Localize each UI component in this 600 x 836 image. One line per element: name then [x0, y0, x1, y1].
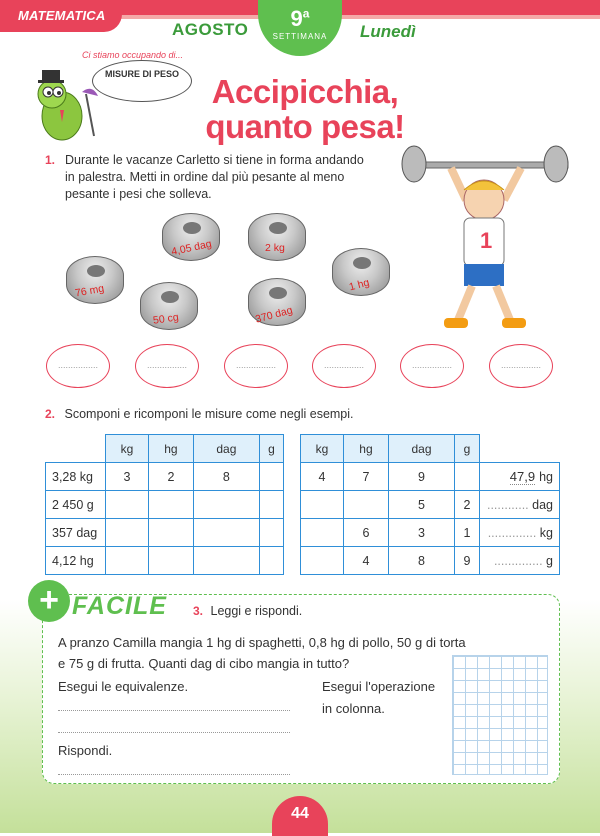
table-row	[301, 519, 560, 547]
result-cell[interactable]	[480, 463, 560, 491]
result-answer: 47,9	[509, 469, 536, 484]
month-label: AGOSTO	[172, 20, 249, 39]
weight-1-hg: 1 hg	[332, 248, 390, 296]
mascot-caption: Ci stiamo occupando di...	[82, 50, 184, 60]
cell[interactable]: 4	[343, 547, 388, 575]
table-row	[301, 547, 560, 575]
cell[interactable]	[148, 547, 193, 575]
result-cell[interactable]: .............. g	[480, 547, 560, 575]
week-badge	[258, 0, 342, 56]
page-title	[205, 74, 405, 144]
row-label: 4,12 hg	[46, 547, 106, 575]
answer-oval-5[interactable]: ................	[400, 344, 464, 388]
result-cell[interactable]: .............. kg	[480, 519, 560, 547]
cell[interactable]: 9	[455, 547, 480, 575]
subject-tab: MATEMATICA	[0, 0, 122, 32]
col-hg: hg	[343, 435, 388, 463]
cell[interactable]	[193, 519, 259, 547]
cell[interactable]	[455, 463, 480, 491]
cell[interactable]	[106, 547, 149, 575]
problem-line-2: e 75 g di frutta. Quanti dag di cibo mangia in tutto?	[58, 656, 350, 671]
header-stripe	[120, 15, 600, 19]
result-cell[interactable]: ............ dag	[480, 491, 560, 519]
cell[interactable]	[259, 519, 283, 547]
cell[interactable]	[259, 491, 283, 519]
operation-label-1: Esegui l'operazione	[322, 679, 436, 694]
cell[interactable]	[148, 519, 193, 547]
week-label: SETTIMANA	[272, 32, 328, 41]
cell[interactable]	[301, 491, 344, 519]
exercise-1	[45, 152, 375, 203]
cell[interactable]: 4	[301, 463, 344, 491]
cell[interactable]	[106, 491, 149, 519]
answer-line[interactable]	[58, 774, 290, 775]
row-label: 357 dag	[46, 519, 106, 547]
exercise-3-number: 3.	[193, 604, 204, 618]
exercise-3-header	[193, 604, 302, 618]
day-label: Lunedì	[360, 22, 416, 41]
cell[interactable]: 9	[389, 463, 455, 491]
decompose-table	[45, 434, 284, 575]
row-label: 2 450 g	[46, 491, 106, 519]
table-row	[301, 491, 560, 519]
answer-oval-2[interactable]: ................	[135, 344, 199, 388]
answer-oval-4[interactable]: ................	[312, 344, 376, 388]
result-unit: hg	[539, 470, 553, 484]
result-unit: g	[546, 553, 553, 568]
answer-label: Rispondi.	[58, 743, 113, 758]
answer-line[interactable]	[58, 732, 290, 733]
mascot-speech-bubble: MISURE DI PESO	[92, 60, 192, 102]
col-kg: kg	[106, 435, 149, 463]
weight-4-05-dag: 4,05 dag	[162, 213, 220, 261]
exercise-1-text: Durante le vacanze Carletto si tiene in forma andando in palestra. Metti in ordine dal più pesante al meno pesante i pesi che solleva.	[65, 153, 364, 201]
exercise-1-number: 1.	[45, 153, 56, 167]
exercise-2-number: 2.	[45, 407, 56, 421]
table-row	[46, 463, 284, 491]
weight-76-mg: 76 mg	[66, 256, 124, 304]
week-number: 9	[290, 6, 303, 31]
plus-icon: +	[28, 580, 70, 622]
page-number: 44	[272, 796, 328, 836]
title-line-1: Accipicchia,	[211, 73, 399, 110]
weight-50-cg: 50 cg	[140, 282, 198, 330]
answer-oval-3[interactable]: ................	[224, 344, 288, 388]
problem-line-1: A pranzo Camilla mangia 1 hg di spaghetti, 0,8 hg di pollo, 50 g di torta	[58, 635, 466, 650]
cell[interactable]	[301, 547, 344, 575]
cell[interactable]	[106, 519, 149, 547]
row-label: 3,28 kg	[46, 463, 106, 491]
col-hg: hg	[148, 435, 193, 463]
shirt-number: 1	[480, 228, 493, 253]
table-row	[301, 463, 560, 491]
col-dag: dag	[389, 435, 455, 463]
col-g: g	[455, 435, 480, 463]
exercise-3-instruction: Leggi e rispondi.	[210, 604, 303, 618]
col-g: g	[259, 435, 283, 463]
col-dag: dag	[193, 435, 259, 463]
cell[interactable]	[301, 519, 344, 547]
squared-grid-area[interactable]	[452, 655, 548, 775]
weight-2-kg: 2 kg	[248, 213, 306, 261]
cell[interactable]	[259, 463, 283, 491]
table-row	[46, 519, 284, 547]
col-kg: kg	[301, 435, 344, 463]
cell[interactable]: 7	[343, 463, 388, 491]
week-number-sup: a	[302, 6, 310, 21]
cell[interactable]	[343, 491, 388, 519]
cell[interactable]: 2	[148, 463, 193, 491]
cell[interactable]: 2	[455, 491, 480, 519]
cell[interactable]	[193, 491, 259, 519]
cell[interactable]: 3	[389, 519, 455, 547]
cell[interactable]: 8	[193, 463, 259, 491]
operation-label-2: in colonna.	[322, 701, 385, 716]
cell[interactable]: 5	[389, 491, 455, 519]
table-row	[46, 491, 284, 519]
cell[interactable]	[148, 491, 193, 519]
equivalences-label: Esegui le equivalenze.	[58, 679, 189, 694]
cell[interactable]: 8	[389, 547, 455, 575]
answer-line[interactable]	[58, 710, 290, 711]
answer-oval-1[interactable]: ................	[46, 344, 110, 388]
cell[interactable]: 3	[106, 463, 149, 491]
result-unit: dag	[532, 497, 553, 512]
weight-370-dag: 370 dag	[248, 278, 306, 326]
exercise-2	[45, 407, 354, 421]
title-line-2: quanto pesa!	[205, 108, 405, 145]
result-unit: kg	[539, 525, 553, 540]
exercise-2-text: Scomponi e ricomponi le misure come negli esempi.	[64, 407, 354, 421]
cell[interactable]: 1	[455, 519, 480, 547]
answer-oval-6[interactable]: ................	[489, 344, 553, 388]
cricket-mascot-illustration	[22, 64, 102, 144]
cell[interactable]: 6	[343, 519, 388, 547]
cell[interactable]	[259, 547, 283, 575]
cell[interactable]	[193, 547, 259, 575]
facile-badge: FACILE	[72, 592, 167, 620]
table-row	[46, 547, 284, 575]
recompose-table	[300, 434, 560, 575]
